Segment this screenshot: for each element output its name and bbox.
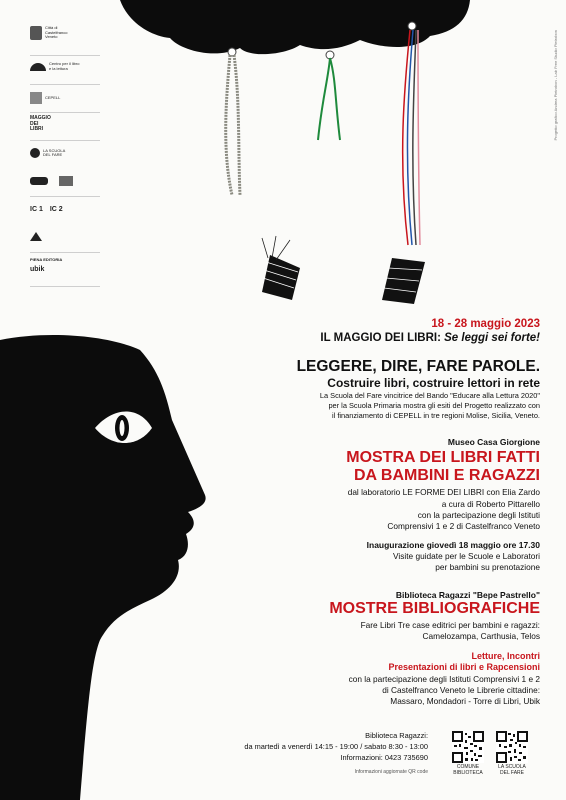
letture-title: Letture, Incontri [471, 651, 540, 661]
book-2-icon [382, 258, 425, 304]
logo-mountain [30, 232, 42, 241]
qr-note: Informazioni aggiornate QR code [354, 769, 428, 775]
logo-citta-castelfranco: Città di Castelfranco Veneto [30, 26, 67, 40]
bibliografiche-title: MOSTRE BIBLIOGRAFICHE [329, 600, 540, 617]
logo-shoe-partners [30, 176, 73, 186]
bibliografiche-venue: Biblioteca Ragazzi "Bepe Pastrello" [395, 590, 540, 600]
intro-body-line: il finanziamento di CEPELL in tre regioni Molise, Sicilia, Veneto. [331, 411, 540, 420]
logo-ic1-ic2: IC 1 IC 2 [30, 206, 63, 213]
mostra-line: dal laboratorio LE FORME DEI LIBRI con Elia Zardo [347, 487, 540, 497]
partner-mark-icon [59, 176, 73, 186]
intro-body-line: per la Scuola Primaria mostra gli esiti del Progetto realizzato con [328, 401, 540, 410]
mostra-line: Comprensivi 1 e 2 di Castelfranco Veneto [387, 521, 540, 531]
mostra-venue: Museo Casa Giorgione [447, 437, 540, 447]
letture-line: con la partecipazione degli Istituti Comprensivi 1 e 2 [348, 674, 540, 684]
inaugurazione-line: Visite guidate per le Scuole e Laboratori [393, 551, 540, 561]
logo-cepell: CEPELL [30, 92, 60, 104]
footer-line: Biblioteca Ragazzi: [365, 731, 428, 740]
design-credit: Progetto grafico Andrea Pietrobon - Lab Free Studio Pietrobon [553, 30, 558, 141]
logo-ubik: ubik [30, 266, 45, 273]
book-logo-icon [30, 63, 46, 71]
bibliografiche-line: Fare Libri Tre case editrici per bambini e ragazzi: [360, 620, 540, 630]
letture-subtitle: Presentazioni di libri e Rapcensioni [388, 662, 540, 672]
qr-code-scuola-icon[interactable] [496, 731, 528, 763]
grey-thread [226, 55, 240, 195]
cepell-icon [30, 92, 42, 104]
qr-label-scuola: LA SCUOLA DEL FARE [498, 764, 526, 776]
inaugurazione-title: Inaugurazione giovedì 18 maggio ore 17.30 [366, 540, 540, 550]
mostra-line: con la partecipazione degli Istituti [417, 510, 540, 520]
qr-label-comune: COMUNE BIBLIOTECA [453, 764, 483, 776]
letture-line: di Castelfranco Veneto le Librerie cittadine: [382, 685, 540, 695]
intro-subtitle: Costruire libri, costruire lettori in rete [327, 376, 540, 390]
book-1-icon [262, 236, 300, 300]
green-thread [318, 58, 340, 140]
logo-maggio-dei-libri: MAGGIO DEI LIBRI [30, 115, 51, 132]
letture-line: Massaro, Mondadori - Torre di Libri, Ubik [390, 696, 540, 706]
intro-title: LEGGERE, DIRE, FARE PAROLE. [296, 358, 540, 375]
logo-centro-libro: Centro per il libro e la lettura [30, 62, 79, 71]
logo-piccola-editoria: PIENA EDITORIA [30, 257, 63, 262]
event-name: IL MAGGIO DEI LIBRI: Se leggi sei forte! [320, 332, 540, 344]
mostra-title-line1: MOSTRA DEI LIBRI FATTI [346, 449, 540, 466]
mostra-title-line2: DA BAMBINI E RAGAZZI [353, 467, 540, 484]
footer-hours: da martedì a venerdì 14:15 - 19:00 / sabato 8:30 - 13:00 [244, 742, 428, 751]
inaugurazione-line: per bambini su prenotazione [435, 562, 540, 572]
shoe-icon [30, 177, 48, 185]
intro-body-line: La Scuola del Fare vincitrice del Bando "Educare alla Lettura 2020" [319, 391, 540, 400]
coat-of-arms-icon [30, 26, 42, 40]
bibliografiche-line: Camelozampa, Carthusia, Telos [422, 631, 540, 641]
spiral-icon [30, 148, 40, 158]
black-profile-head [0, 335, 206, 800]
footer-phone: Informazioni: 0423 735690 [340, 753, 428, 762]
event-dates: 18 - 28 maggio 2023 [431, 318, 540, 330]
mostra-line: a cura di Roberto Pittarello [441, 499, 540, 509]
logo-scuola-del-fare: LA SCUOLA DEL FARE [30, 148, 65, 158]
mountain-icon [30, 232, 42, 241]
qr-code-comune-icon[interactable] [452, 731, 484, 763]
